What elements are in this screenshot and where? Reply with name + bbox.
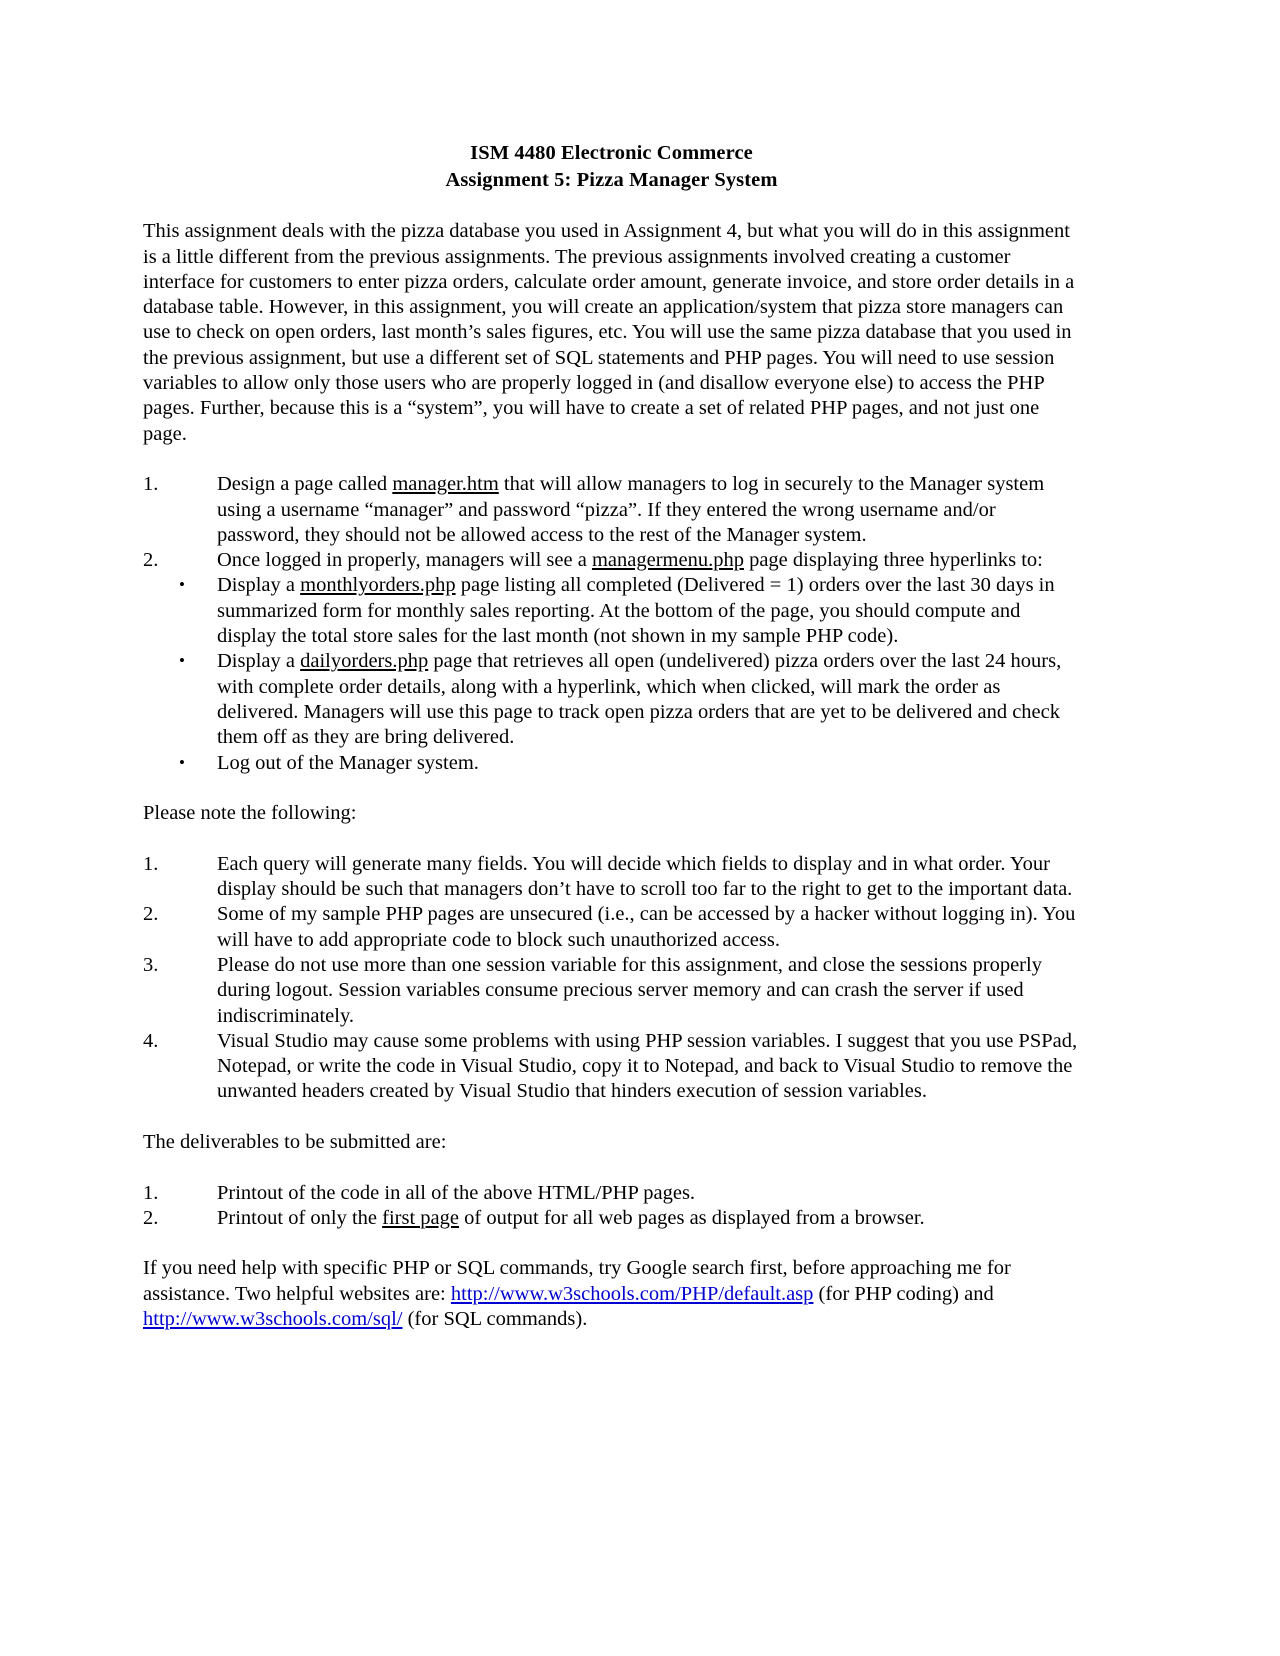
requirement-filename: manager.htm [392,473,499,496]
bullet-text-after: page that retrieves all open (undelivered) pizza orders over the last 24 hours, with complete order details, along with a hyperlink, which when clicked, will mark the order as delivered. Managers will use this page to track open pizza orders that are yet to be delivered and check them off as they are bring delivered. [217,650,1062,749]
bullet-icon: • [179,575,185,595]
bullet-icon: • [179,752,185,772]
note-item [143,953,1080,1029]
bullet-filename: dailyorders.php [300,650,429,673]
list-marker: 2. [143,903,159,926]
note-text: Each query will generate many fields. You will decide which fields to display and in what order. Your display should be such that managers don’t have to scroll too far to the right to get to the important data. [217,852,1073,901]
deliverable-emphasis: first page [382,1206,459,1229]
deliverable-text-before: Printout of only the [217,1206,383,1229]
deliverable-text-before: Printout of the code in all of the above HTML/PHP pages. [217,1181,696,1204]
notes-heading: Please note the following: [143,802,357,825]
requirement-text-after: that will allow managers to log in securely to the Manager system using a username “manager” and password “pizza”. If they entered the wrong username and/or password, they should not be allowed access to the rest of the Manager system. [217,473,1045,546]
closing-paragraph [143,1256,1080,1332]
requirement-text-before: Design a page called [217,473,393,496]
deliverable-item [143,1181,1080,1206]
note-text: Some of my sample PHP pages are unsecured (i.e., can be accessed by a hacker without logging in). You will have to add appropriate code to block such unauthorized access. [217,903,1076,951]
list-marker: 4. [143,1029,159,1052]
note-item [143,1029,1080,1105]
spacer [143,776,1080,801]
spacer [143,447,1080,472]
list-marker: 2. [143,1206,159,1229]
deliverable-item [143,1206,1080,1231]
title-line-assignment: Assignment 5: Pizza Manager System [445,169,778,191]
requirement-item [143,548,1080,573]
closing-text-1: If you need help with specific PHP or SQL commands, try Google search first, before approaching me for assistance. Two helpful websites are: [143,1257,1011,1305]
list-item [143,573,1080,649]
spacer [143,1231,1080,1256]
title-line-course: ISM 4480 Electronic Commerce [470,142,753,164]
requirements-list [143,472,1080,573]
list-item [143,649,1080,750]
bullet-text-after: page listing all completed (Delivered = 1) orders over the last 30 days in summarized form for monthly sales reporting. At the bottom of the page, you should compute and display the total store sales for the last month (not shown in my sample PHP code). [217,574,1055,648]
note-text: Please do not use more than one session variable for this assignment, and close the sessions properly during logout. Session variables consume precious server memory and can crash the server if used indiscriminately. [217,953,1042,1027]
intro-paragraph: This assignment deals with the pizza database you used in Assignment 4, but what you will do in this assignment is a little different from the previous assignments. The previous assignments involved creating a customer interface for customers to enter pizza orders, calculate order amount, generate invoice, and store order details in a database table. However, in this assignment, you will create an application/system that pizza store managers can use to check on open orders, last month’s sales figures, etc. You will use the same pizza database that you used in the previous assignment, but use a different set of SQL statements and PHP pages. You will need to use session variables to allow only those users who are properly logged in (and disallow everyone else) to access the PHP pages. Further, because this is a “system”, you will have to create a set of related PHP pages, and not just one page. [143,220,1075,445]
spacer [143,826,1080,851]
w3schools-php-link[interactable]: http://www.w3schools.com/PHP/default.asp [450,1282,814,1305]
deliverables-heading: The deliverables to be submitted are: [143,1130,447,1153]
closing-text-2: (for PHP coding) and [813,1282,994,1305]
bullet-text-before: Display a [217,650,301,673]
note-text: Visual Studio may cause some problems with using PHP session variables. I suggest that you use PSPad, Notepad, or write the code in Visual Studio, copy it to Notepad, and back to Visual Studio to remove the unwanted headers created by Visual Studio that hinders execution of session variables. [217,1029,1078,1103]
spacer [143,194,1080,219]
w3schools-sql-link[interactable]: http://www.w3schools.com/sql/ [143,1308,403,1331]
notes-list [143,852,1080,1105]
list-marker: 1. [143,473,159,496]
bullet-filename: monthlyorders.php [300,574,456,597]
list-marker: 1. [143,852,159,875]
requirement-item [143,472,1080,548]
page-title [143,140,1080,194]
sub-bullet-list [143,573,1080,775]
list-marker: 2. [143,549,159,572]
requirement-text-after: page displaying three hyperlinks to: [743,549,1043,572]
note-item [143,852,1080,903]
list-item [143,751,1080,776]
closing-text-3: (for SQL commands). [402,1308,588,1331]
note-item [143,902,1080,953]
list-marker: 1. [143,1181,159,1204]
deliverable-text-after: of output for all web pages as displayed from a browser. [459,1206,925,1229]
bullet-text-before: Log out of the Manager system. [217,751,479,774]
deliverables-list [143,1181,1080,1232]
bullet-text-before: Display a [217,574,301,597]
requirement-filename: managermenu.php [591,549,744,572]
requirement-text-before: Once logged in properly, managers will see a [217,549,592,572]
spacer [143,1105,1080,1130]
bullet-icon: • [179,651,185,671]
list-marker: 3. [143,953,159,976]
spacer [143,1155,1080,1180]
